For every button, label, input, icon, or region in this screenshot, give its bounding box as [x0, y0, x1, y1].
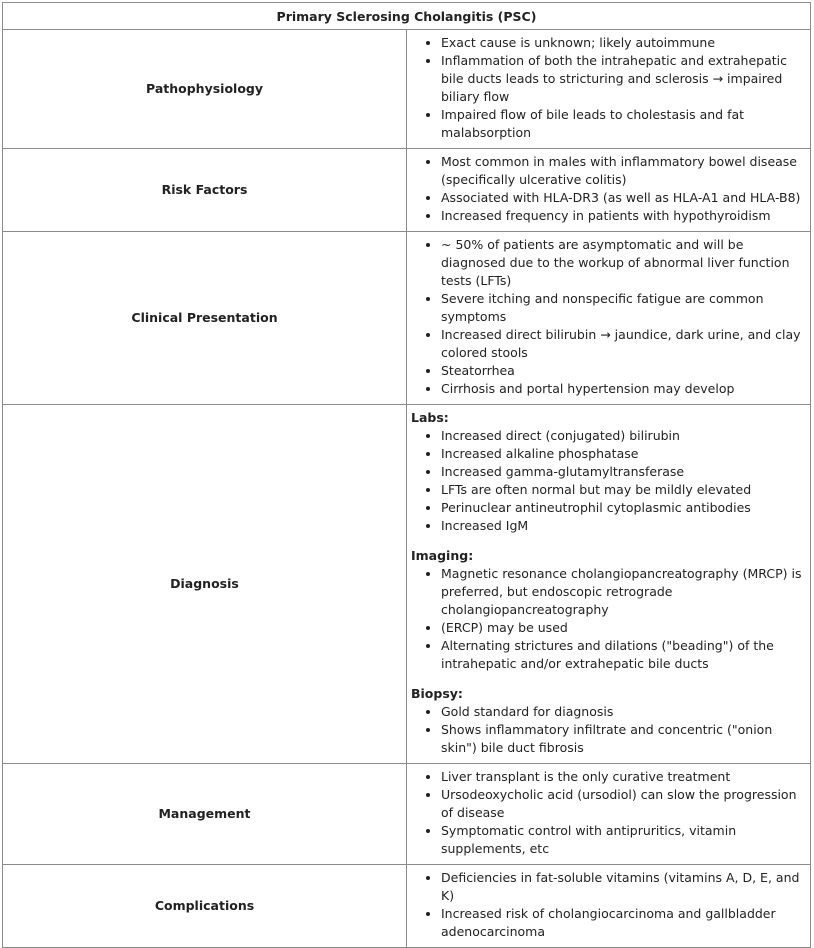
- bullet-list: [411, 236, 804, 398]
- list-item: • ~ 50% of patients are asymptomatic and will be diagnosed due to the workup of abnormal liver function tests (LFTs): [441, 236, 804, 290]
- row-label: Risk Factors: [3, 149, 407, 232]
- list-item: • Increased gamma-glutamyltransferase: [441, 463, 804, 481]
- list-item: • Increased IgM: [441, 517, 804, 535]
- biopsy-list: [411, 703, 804, 757]
- row-management: [3, 764, 811, 865]
- row-content: [407, 865, 811, 948]
- list-item: • Severe itching and nonspecific fatigue are common symptoms: [441, 290, 804, 326]
- row-complications: [3, 865, 811, 948]
- row-label: Pathophysiology: [3, 30, 407, 149]
- table-title: Primary Sclerosing Cholangitis (PSC): [3, 3, 811, 30]
- list-item: • Increased risk of cholangiocarcinoma and gallbladder adenocarcinoma: [441, 905, 804, 941]
- row-label: Management: [3, 764, 407, 865]
- bullet-list: [411, 34, 804, 142]
- list-item: • (ERCP) may be used: [441, 619, 804, 637]
- list-item: • Increased direct bilirubin → jaundice, dark urine, and clay colored stools: [441, 326, 804, 362]
- row-label: Clinical Presentation: [3, 232, 407, 405]
- row-content: [407, 764, 811, 865]
- list-item: • Gold standard for diagnosis: [441, 703, 804, 721]
- labs-heading: Labs:: [411, 410, 449, 425]
- spacer: [411, 535, 804, 547]
- list-item: • Exact cause is unknown; likely autoimmune: [441, 34, 804, 52]
- labs-list: [411, 427, 804, 535]
- title-row: [3, 3, 811, 30]
- bullet-list: [411, 153, 804, 225]
- bullet-list: [411, 768, 804, 858]
- list-item: • Increased direct (conjugated) bilirubin: [441, 427, 804, 445]
- row-clinical-presentation: [3, 232, 811, 405]
- list-item: • Most common in males with inflammatory bowel disease (specifically ulcerative colitis): [441, 153, 804, 189]
- imaging-heading: Imaging:: [411, 548, 474, 563]
- list-item: • Ursodeoxycholic acid (ursodiol) can slow the progression of disease: [441, 786, 804, 822]
- list-item: • Increased frequency in patients with hypothyroidism: [441, 207, 804, 225]
- list-item: • Impaired flow of bile leads to cholestasis and fat malabsorption: [441, 106, 804, 142]
- list-item: • Increased alkaline phosphatase: [441, 445, 804, 463]
- row-risk-factors: [3, 149, 811, 232]
- list-item: • Magnetic resonance cholangiopancreatography (MRCP) is preferred, but endoscopic retrograde cholangiopancreatography: [441, 565, 804, 619]
- list-item: • Alternating strictures and dilations ("beading") of the intrahepatic and/or extrahepatic bile ducts: [441, 637, 804, 673]
- psc-table: [2, 2, 811, 948]
- spacer: [411, 673, 804, 685]
- list-item: • Perinuclear antineutrophil cytoplasmic antibodies: [441, 499, 804, 517]
- row-diagnosis: [3, 405, 811, 764]
- list-item: • Liver transplant is the only curative treatment: [441, 768, 804, 786]
- list-item: • Inflammation of both the intrahepatic and extrahepatic bile ducts leads to stricturing and sclerosis → impaired biliary flow: [441, 52, 804, 106]
- list-item: • Steatorrhea: [441, 362, 804, 380]
- row-pathophysiology: [3, 30, 811, 149]
- list-item: • Deficiencies in fat-soluble vitamins (vitamins A, D, E, and K): [441, 869, 804, 905]
- row-label: Complications: [3, 865, 407, 948]
- biopsy-heading: Biopsy:: [411, 686, 463, 701]
- list-item: • Shows inflammatory infiltrate and concentric ("onion skin") bile duct fibrosis: [441, 721, 804, 757]
- row-content: [407, 30, 811, 149]
- list-item: • LFTs are often normal but may be mildly elevated: [441, 481, 804, 499]
- bullet-list: [411, 869, 804, 941]
- row-content: [407, 405, 811, 764]
- imaging-list: [411, 565, 804, 673]
- list-item: • Associated with HLA-DR3 (as well as HLA-A1 and HLA-B8): [441, 189, 804, 207]
- row-content: [407, 232, 811, 405]
- row-label: Diagnosis: [3, 405, 407, 764]
- row-content: [407, 149, 811, 232]
- list-item: • Cirrhosis and portal hypertension may develop: [441, 380, 804, 398]
- list-item: • Symptomatic control with antipruritics, vitamin supplements, etc: [441, 822, 804, 858]
